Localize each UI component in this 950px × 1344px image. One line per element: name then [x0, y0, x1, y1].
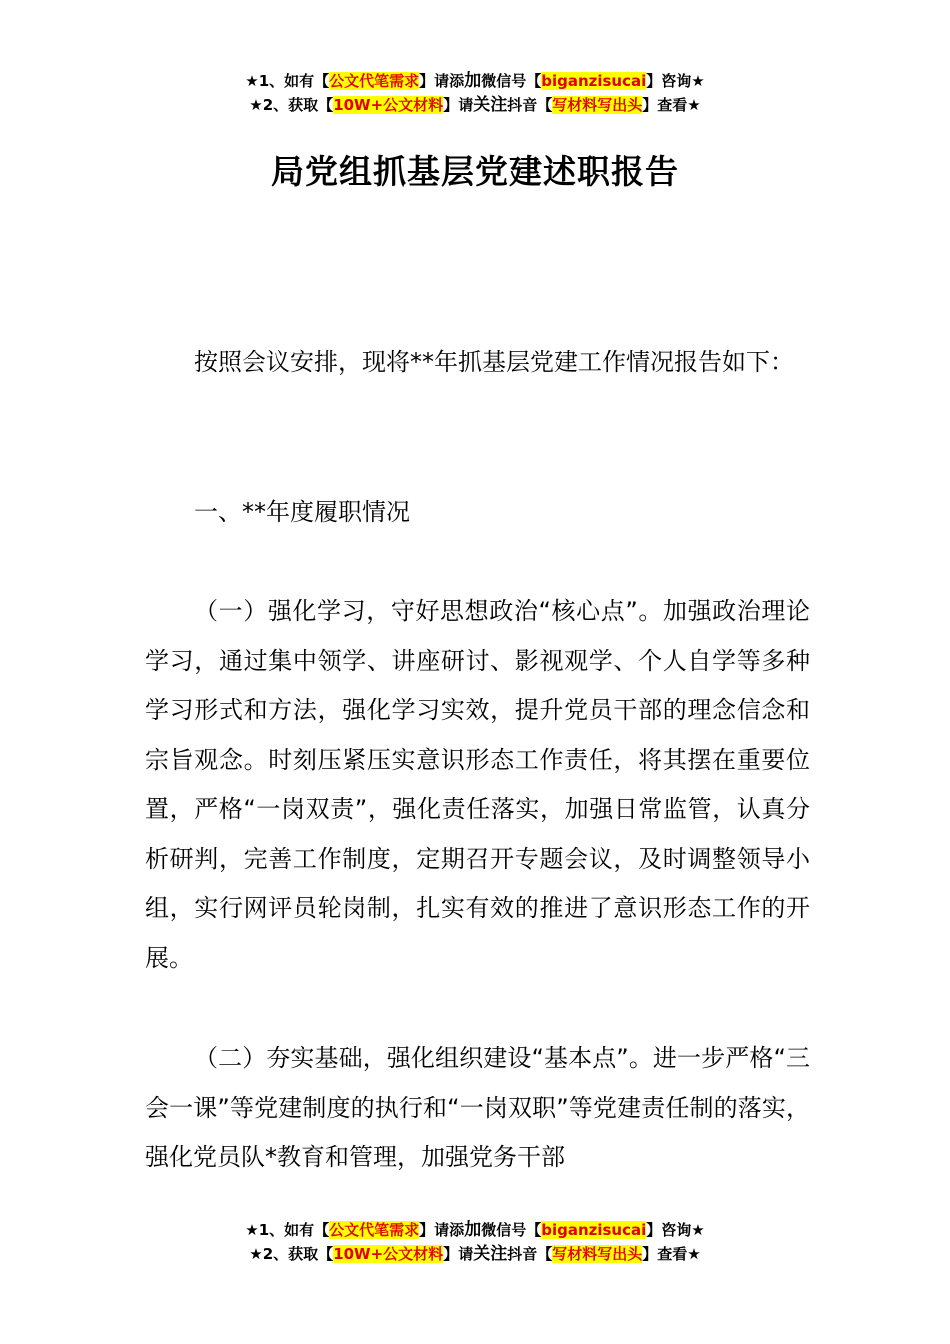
ad-text: 关注: [473, 1244, 508, 1264]
ad-text: 加: [464, 71, 482, 91]
document-body: [145, 338, 810, 388]
intro-paragraph: 按照会议安排，现将**年抓基层党建工作情况报告如下：: [194, 348, 794, 376]
ad-highlight: 公文代笔需求: [329, 1221, 420, 1239]
paragraph-block-1: [145, 587, 810, 983]
header-ad-line-2: [0, 94, 950, 116]
ad-text: ★1、如有【: [245, 1221, 330, 1239]
ad-text: 关注: [473, 95, 508, 115]
ad-highlight: 10W+公文材料: [333, 1245, 444, 1263]
ad-text: ★2、获取【: [249, 96, 334, 114]
section-heading: 一、**年度履职情况: [194, 498, 410, 526]
ad-text: 抖音【: [507, 96, 553, 114]
document-title: 局党组抓基层党建述职报告: [271, 152, 679, 191]
ad-text: 】请: [443, 96, 474, 114]
paragraph-1: （一）强化学习，守好思想政治“核心点”。加强政治理论学习，通过集中领学、讲座研讨、影视观学、个人自学等多种学习形式和方法，强化学习实效，提升党员干部的理念信念和宗旨观念。时刻压紧压实意识形态工作责任，将其摆在重要位置，严格“一岗双责”，强化责任落实，加强日常监管，认真分析研判，完善工作制度，定期召开专题会议，及时调整领导小组，实行网评员轮岗制，扎实有效的推进了意识形态工作的开展。: [145, 597, 810, 972]
footer-ad-line-1: [0, 1219, 950, 1241]
paragraph-2: （二）夯实基础，强化组织建设“基本点”。进一步严格“三会一课”等党建制度的执行和“一岗双职”等党建责任制的落实，强化党员队*教育和管理，加强党务干部: [145, 1044, 810, 1171]
ad-highlight: 写材料写出头: [552, 1245, 643, 1263]
ad-text: 】请添: [419, 72, 465, 90]
ad-text: 抖音【: [507, 1245, 553, 1263]
ad-text: 微信号【: [481, 72, 542, 90]
ad-text: ★2、获取【: [249, 1245, 334, 1263]
ad-text: 加: [464, 1220, 482, 1240]
ad-text: 】请: [443, 1245, 474, 1263]
header-ad-line-1: [0, 70, 950, 92]
paragraph-block-2: [145, 1034, 810, 1183]
ad-text: 】查看★: [642, 1245, 701, 1263]
ad-highlight: 写材料写出头: [552, 96, 643, 114]
ad-text: 】查看★: [642, 96, 701, 114]
ad-text: 】请添: [419, 1221, 465, 1239]
ad-wechat-id: biganzisucai: [541, 72, 647, 90]
section-heading-block: [145, 488, 810, 538]
ad-text: ★1、如有【: [245, 72, 330, 90]
ad-text: 】咨询★: [646, 72, 705, 90]
ad-highlight: 10W+公文材料: [333, 96, 444, 114]
ad-text: 微信号【: [481, 1221, 542, 1239]
ad-wechat-id: biganzisucai: [541, 1221, 647, 1239]
footer-ad-line-2: [0, 1243, 950, 1265]
ad-highlight: 公文代笔需求: [329, 72, 420, 90]
ad-text: 】咨询★: [646, 1221, 705, 1239]
